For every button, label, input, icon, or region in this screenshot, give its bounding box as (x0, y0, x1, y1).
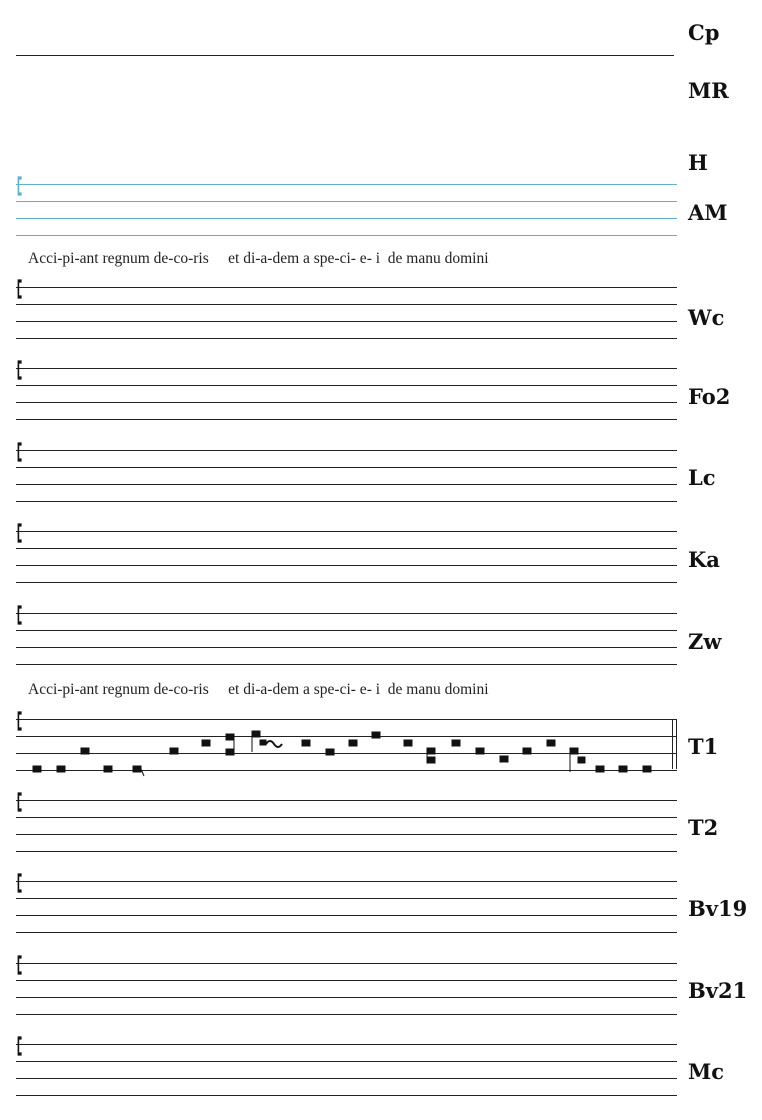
square-neume-icon (427, 757, 435, 763)
siglum-cp: Cp (688, 20, 720, 45)
c-clef-icon (16, 603, 24, 627)
staff-h (16, 184, 677, 238)
siglum-wc: Wc (688, 305, 725, 330)
square-neume-icon (326, 749, 334, 755)
siglum-ka: Ka (688, 547, 720, 572)
c-clef-icon (16, 871, 24, 895)
square-neume-icon (226, 749, 234, 755)
siglum-mc: Mc (688, 1059, 725, 1084)
square-neume-icon (104, 766, 112, 772)
staff-fo2 (16, 368, 677, 422)
square-neume-icon (578, 757, 585, 763)
siglum-t2: T2 (688, 815, 719, 840)
lyrics-line: Acci-pi-ant regnum de-co-ris et di-a-dem a spe-ci- e- i de manu domini (28, 681, 489, 698)
square-neume-icon (404, 740, 412, 746)
t1-neumes (16, 700, 677, 790)
square-neume-icon (302, 740, 310, 746)
square-neume-icon (500, 756, 508, 762)
c-clef-icon (16, 174, 24, 198)
top-rule (16, 55, 674, 56)
square-neume-icon (596, 766, 604, 772)
siglum-zw: Zw (688, 629, 722, 654)
square-neume-icon (170, 748, 178, 754)
square-neume-icon (643, 766, 651, 772)
square-neume-icon (547, 740, 555, 746)
square-neume-icon (33, 766, 41, 772)
siglum-fo2: Fo2 (688, 384, 731, 409)
square-neume-icon (349, 740, 357, 746)
c-clef-icon (16, 358, 24, 382)
staff-zw (16, 613, 677, 667)
square-neume-icon (260, 740, 266, 745)
square-neume-icon (57, 766, 65, 772)
siglum-mr: MR (688, 78, 729, 103)
staff-bv19 (16, 881, 677, 935)
c-clef-icon (16, 953, 24, 977)
square-neume-icon (81, 748, 89, 754)
square-neume-icon (570, 748, 578, 754)
staff-lc (16, 450, 677, 504)
staff-t2 (16, 800, 677, 854)
neume-liquescent (266, 741, 282, 747)
square-neume-icon (372, 732, 380, 738)
square-neume-icon (452, 740, 460, 746)
square-neume-icon (476, 748, 484, 754)
c-clef-icon (16, 1034, 24, 1058)
staff-mc (16, 1044, 677, 1098)
siglum-h: H (688, 150, 708, 175)
square-neume-icon (523, 748, 531, 754)
c-clef-icon (16, 277, 24, 301)
square-neume-icon (252, 731, 260, 737)
staff-bv21 (16, 963, 677, 1017)
square-neume-icon (202, 740, 210, 746)
siglum-bv19: Bv19 (688, 896, 748, 921)
siglum-am: AM (688, 200, 728, 225)
c-clef-icon (16, 521, 24, 545)
square-neume-icon (226, 734, 234, 740)
siglum-t1: T1 (688, 734, 719, 759)
staff-wc (16, 287, 677, 341)
c-clef-icon (16, 790, 24, 814)
lyrics-line: Acci-pi-ant regnum de-co-ris et di-a-dem a spe-ci- e- i de manu domini (28, 250, 489, 267)
square-neume-icon (619, 766, 627, 772)
square-neume-icon (133, 766, 141, 772)
siglum-lc: Lc (688, 465, 716, 490)
c-clef-icon (16, 440, 24, 464)
square-neume-icon (427, 748, 435, 754)
siglum-bv21: Bv21 (688, 978, 748, 1003)
staff-ka (16, 531, 677, 585)
